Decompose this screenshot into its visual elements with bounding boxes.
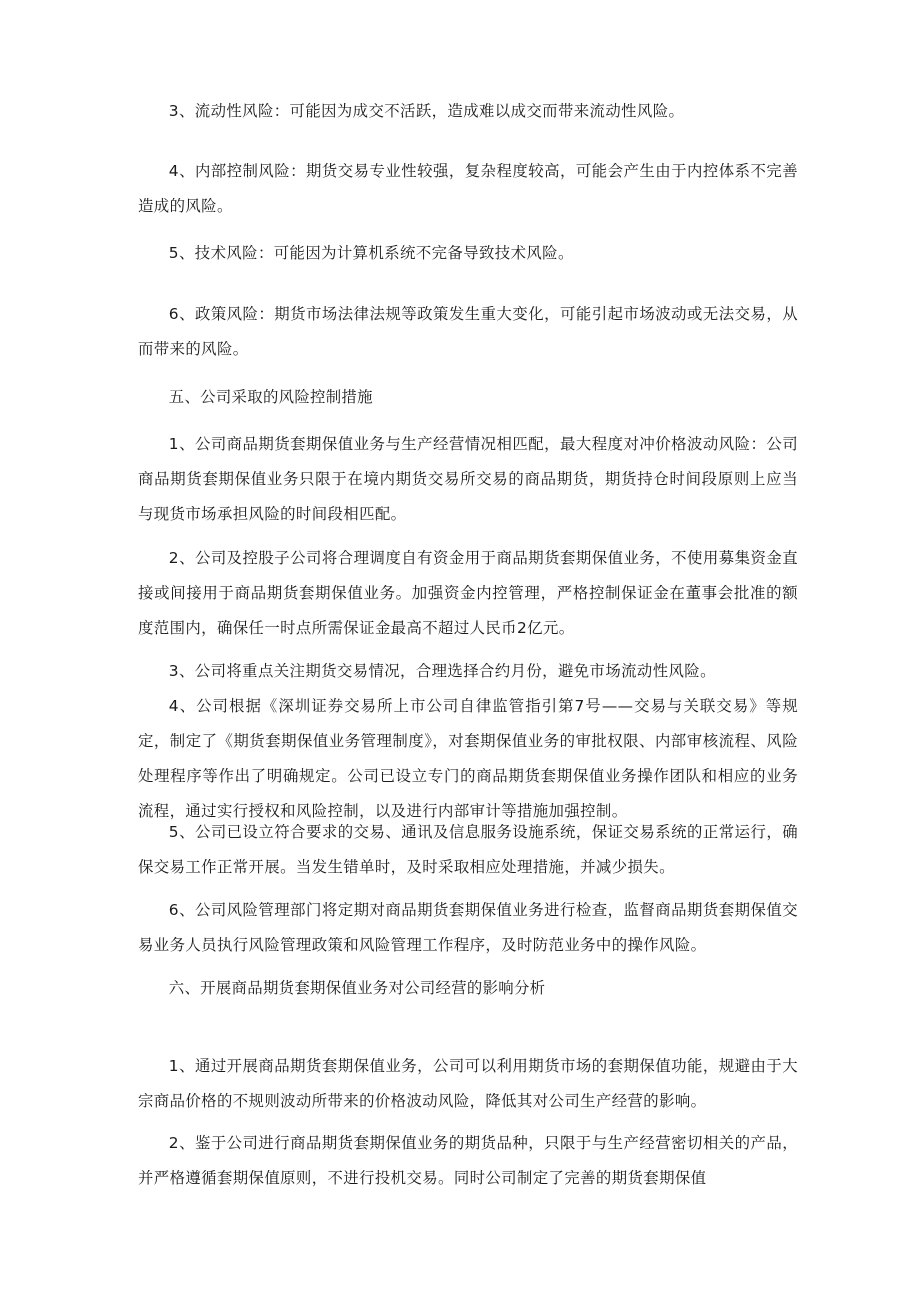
paragraph-liquidity-risk: 3、流动性风险：可能因为成交不活跃，造成难以成交而带来流动性风险。 bbox=[168, 102, 685, 120]
paragraph-impact-1: 1、通过开展商品期货套期保值业务，公司可以利用期货市场的套期保值功能，规避由于大宗商品价格的不规则波动所带来的价格波动风险，降低其对公司生产经营的影响。 bbox=[138, 1057, 798, 1110]
paragraph-measure-2: 2、公司及控股子公司将合理调度自有资金用于商品期货套期保值业务，不使用募集资金直接或间接用于商品期货套期保值业务。加强资金内控管理，严格控制保证金在董事会批准的额度范围内，确保任一时点所需保证金最高不超过人民币2亿元。 bbox=[138, 549, 798, 637]
section-heading-six: 六、开展商品期货套期保值业务对公司经营的影响分析 bbox=[168, 979, 546, 997]
paragraph-internal-control-risk: 4、内部控制风险：期货交易专业性较强，复杂程度较高，可能会产生由于内控体系不完善造成的风险。 bbox=[138, 162, 798, 215]
paragraph-measure-5: 5、公司已设立符合要求的交易、通讯及信息服务设施系统，保证交易系统的正常运行，确保交易工作正常开展。当发生错单时，及时采取相应处理措施，并减少损失。 bbox=[138, 823, 798, 876]
paragraph-impact-2: 2、鉴于公司进行商品期货套期保值业务的期货品种，只限于与生产经营密切相关的产品，并严格遵循套期保值原则，不进行投机交易。同时公司制定了完善的期货套期保值 bbox=[138, 1134, 798, 1187]
paragraph-measure-3: 3、公司将重点关注期货交易情况，合理选择合约月份，避免市场流动性风险。 bbox=[168, 662, 716, 680]
paragraph-measure-4: 4、公司根据《深圳证券交易所上市公司自律监管指引第7号——交易与关联交易》等规定，制定了《期货套期保值业务管理制度》，对套期保值业务的审批权限、内部审核流程、风险处理程序等作出了明确规定。公司已设立专门的商品期货套期保值业务操作团队和相应的业务流程，通过实行授权和风险控制，以及进行内部审计等措施加强控制。 bbox=[138, 697, 798, 820]
paragraph-technical-risk: 5、技术风险：可能因为计算机系统不完备导致技术风险。 bbox=[168, 244, 574, 262]
section-heading-five: 五、公司采取的风险控制措施 bbox=[168, 388, 373, 406]
paragraph-measure-6: 6、公司风险管理部门将定期对商品期货套期保值业务进行检查，监督商品期货套期保值交易业务人员执行风险管理政策和风险管理工作程序，及时防范业务中的操作风险。 bbox=[138, 901, 798, 954]
paragraph-policy-risk: 6、政策风险：期货市场法律法规等政策发生重大变化，可能引起市场波动或无法交易，从而带来的风险。 bbox=[138, 305, 798, 358]
paragraph-measure-1: 1、公司商品期货套期保值业务与生产经营情况相匹配，最大程度对冲价格波动风险：公司商品期货套期保值业务只限于在境内期货交易所交易的商品期货，期货持仓时间段原则上应当与现货市场承担风险的时间段相匹配。 bbox=[138, 435, 798, 523]
